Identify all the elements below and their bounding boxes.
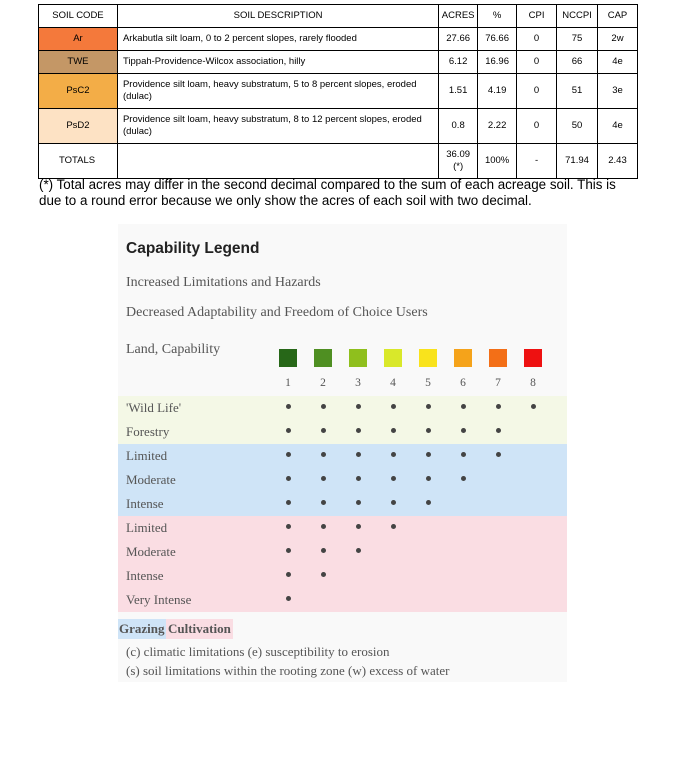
capability-dot — [356, 452, 361, 457]
legend-footnote-soil: (s) soil limitations within the rooting zone (w) excess of water — [126, 663, 450, 678]
use-label: Moderate — [126, 472, 176, 487]
soil-description-cell: Tippah-Providence-Wilcox association, hilly — [117, 51, 438, 74]
acres-cell: 1.51 — [439, 74, 478, 109]
cpi-cell: 0 — [517, 51, 557, 74]
capability-legend — [118, 224, 567, 682]
acres-cell: 6.12 — [439, 51, 478, 74]
totals-cpi: - — [517, 144, 557, 179]
capability-dot — [461, 452, 466, 457]
capability-dot — [391, 404, 396, 409]
totals-cap: 2.43 — [598, 144, 638, 179]
capability-class-3-swatch — [349, 349, 367, 367]
use-label: Intense — [126, 568, 164, 583]
capability-dot — [286, 596, 291, 601]
capability-class-1-swatch — [279, 349, 297, 367]
use-row-wild — [118, 396, 567, 420]
use-row-cultivation — [118, 516, 567, 540]
capability-class-number: 2 — [320, 377, 326, 389]
totals-percent: 100% — [478, 144, 517, 179]
capability-class-number: 7 — [495, 377, 501, 389]
grazing-key: Grazing — [118, 619, 166, 639]
acres-cell: 0.8 — [439, 109, 478, 144]
soil-table — [38, 4, 638, 179]
cap-cell: 4e — [598, 109, 638, 144]
use-row-cultivation — [118, 588, 567, 612]
use-label: Limited — [126, 448, 168, 463]
capability-class-number: 6 — [460, 377, 466, 389]
percent-cell: 76.66 — [478, 28, 517, 51]
table-row — [39, 74, 638, 109]
capability-dot — [286, 476, 291, 481]
cap-cell: 2w — [598, 28, 638, 51]
capability-dot — [426, 476, 431, 481]
percent-cell: 2.22 — [478, 109, 517, 144]
capability-class-number: 4 — [390, 377, 396, 389]
totals-nccpi: 71.94 — [557, 144, 598, 179]
header-percent: % — [478, 5, 517, 28]
capability-dot — [321, 476, 326, 481]
use-label: 'Wild Life' — [126, 400, 182, 415]
capability-class-number: 1 — [285, 377, 291, 389]
capability-dot — [426, 404, 431, 409]
soil-code-cell: Ar — [39, 28, 118, 51]
use-row-grazing — [118, 492, 567, 516]
header-soil-code: SOIL CODE — [39, 5, 118, 28]
header-soil-description: SOIL DESCRIPTION — [117, 5, 438, 28]
capability-dot — [426, 428, 431, 433]
capability-dot — [286, 548, 291, 553]
header-cap: CAP — [598, 5, 638, 28]
cpi-cell: 0 — [517, 109, 557, 144]
capability-class-number: 8 — [530, 377, 536, 389]
legend-title: Capability Legend — [126, 240, 260, 257]
table-row — [39, 51, 638, 74]
capability-dot — [356, 404, 361, 409]
capability-dot — [321, 524, 326, 529]
nccpi-cell: 50 — [557, 109, 598, 144]
legend-footnote-climatic: (c) climatic limitations (e) susceptibility to erosion — [126, 644, 390, 659]
capability-dot — [356, 500, 361, 505]
soil-code-cell: TWE — [39, 51, 118, 74]
acres-cell: 27.66 — [439, 28, 478, 51]
totals-row — [39, 144, 638, 179]
capability-class-number: 5 — [425, 377, 431, 389]
capability-dot — [461, 428, 466, 433]
capability-dot — [321, 548, 326, 553]
legend-limitations-text: Increased Limitations and Hazards — [126, 275, 321, 290]
capability-dot — [496, 452, 501, 457]
capability-class-2-swatch — [314, 349, 332, 367]
header-cpi: CPI — [517, 5, 557, 28]
use-label: Moderate — [126, 544, 176, 559]
capability-class-7-swatch — [489, 349, 507, 367]
soil-code-cell: PsD2 — [39, 109, 118, 144]
capability-dot — [391, 476, 396, 481]
capability-dot — [531, 404, 536, 409]
capability-class-number: 3 — [355, 377, 361, 389]
use-label: Very Intense — [126, 592, 192, 607]
nccpi-cell: 66 — [557, 51, 598, 74]
soil-description-cell: Providence silt loam, heavy substratum, 5 to 8 percent slopes, eroded (dulac) — [117, 74, 438, 109]
capability-dot — [286, 428, 291, 433]
capability-class-4-swatch — [384, 349, 402, 367]
capability-class-5-swatch — [419, 349, 437, 367]
totals-description — [117, 144, 438, 179]
capability-dot — [356, 524, 361, 529]
capability-dot — [391, 500, 396, 505]
capability-dot — [286, 572, 291, 577]
soil-code-cell: PsC2 — [39, 74, 118, 109]
use-row-cultivation — [118, 540, 567, 564]
use-label: Forestry — [126, 424, 170, 439]
capability-dot — [356, 548, 361, 553]
capability-dot — [286, 404, 291, 409]
capability-dot — [426, 500, 431, 505]
use-row-wild — [118, 420, 567, 444]
capability-dot — [496, 404, 501, 409]
capability-dot — [286, 452, 291, 457]
capability-dot — [461, 476, 466, 481]
table-row — [39, 109, 638, 144]
legend-adaptability-text: Decreased Adaptability and Freedom of Choice Users — [126, 305, 428, 320]
capability-dot — [496, 428, 501, 433]
use-row-cultivation — [118, 564, 567, 588]
header-nccpi: NCCPI — [557, 5, 598, 28]
capability-dot — [391, 428, 396, 433]
use-label: Intense — [126, 496, 164, 511]
cpi-cell: 0 — [517, 74, 557, 109]
soil-description-cell: Providence silt loam, heavy substratum, 8 to 12 percent slopes, eroded (dulac) — [117, 109, 438, 144]
nccpi-cell: 75 — [557, 28, 598, 51]
capability-dot — [356, 476, 361, 481]
capability-dot — [286, 524, 291, 529]
capability-dot — [321, 572, 326, 577]
capability-dot — [426, 452, 431, 457]
capability-class-8-swatch — [524, 349, 542, 367]
rounding-note: (*) Total acres may differ in the second decimal compared to the sum of each acreage soil. This is due to a round error because we only show the acres of each soil with two decimal. — [39, 177, 616, 208]
capability-class-6-swatch — [454, 349, 472, 367]
percent-cell: 4.19 — [478, 74, 517, 109]
percent-cell: 16.96 — [478, 51, 517, 74]
capability-dot — [321, 500, 326, 505]
header-acres: ACRES — [439, 5, 478, 28]
cultivation-key: Cultivation — [166, 619, 233, 639]
capability-dot — [321, 452, 326, 457]
capability-dot — [321, 428, 326, 433]
totals-label: TOTALS — [39, 144, 118, 179]
capability-dot — [286, 500, 291, 505]
use-label: Limited — [126, 520, 168, 535]
cap-cell: 4e — [598, 51, 638, 74]
capability-dot — [391, 524, 396, 529]
capability-dot — [391, 452, 396, 457]
totals-acres: 36.09(*) — [439, 144, 478, 179]
use-row-grazing — [118, 468, 567, 492]
nccpi-cell: 51 — [557, 74, 598, 109]
soil-description-cell: Arkabutla silt loam, 0 to 2 percent slopes, rarely flooded — [117, 28, 438, 51]
capability-dot — [356, 428, 361, 433]
capability-dot — [461, 404, 466, 409]
land-capability-label: Land, Capability — [126, 342, 221, 357]
capability-dot — [321, 404, 326, 409]
table-header-row — [39, 5, 638, 28]
table-row — [39, 28, 638, 51]
use-row-grazing — [118, 444, 567, 468]
cpi-cell: 0 — [517, 28, 557, 51]
cap-cell: 3e — [598, 74, 638, 109]
